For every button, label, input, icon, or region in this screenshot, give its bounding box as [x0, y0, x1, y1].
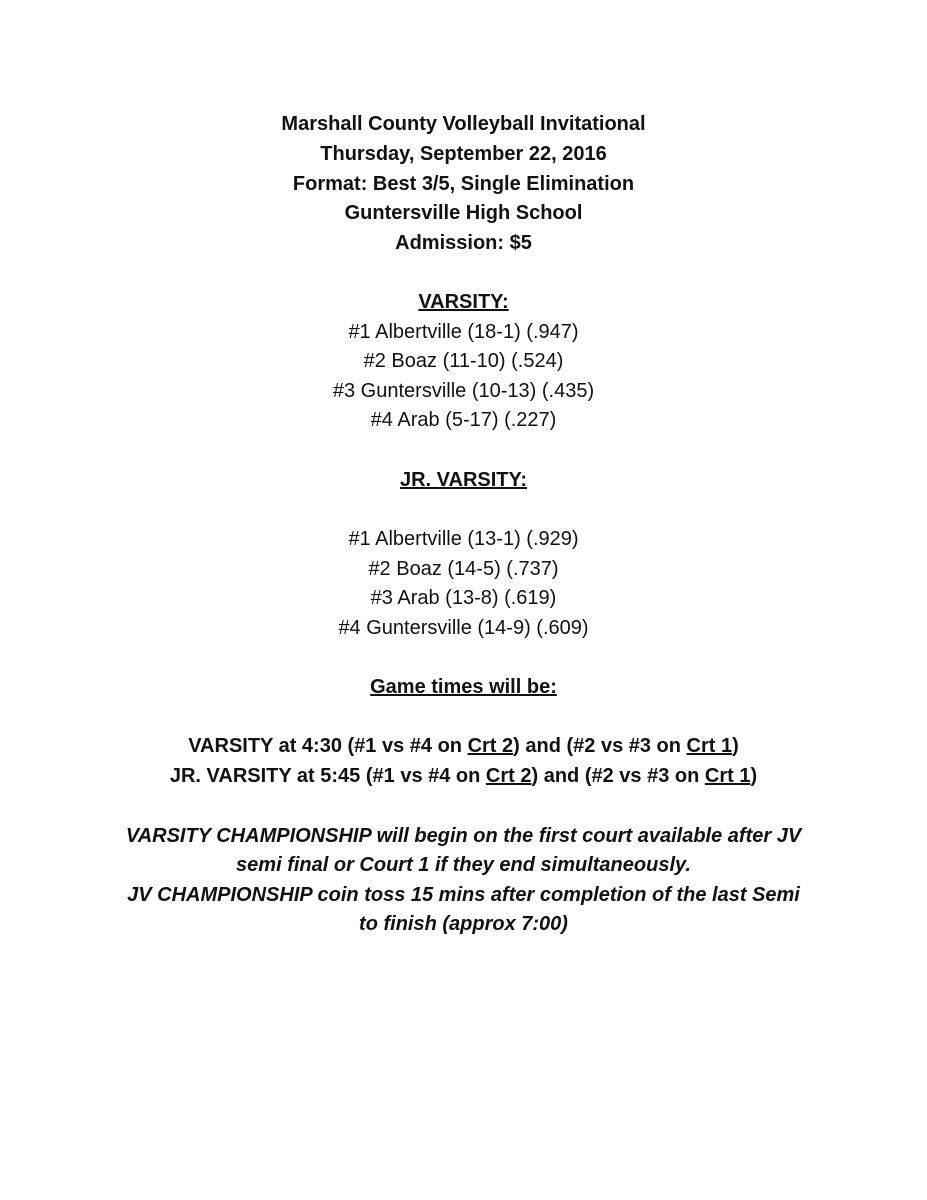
varsity-team-1: #1 Albertville (18-1) (.947): [348, 321, 579, 343]
event-title: Marshall County Volleyball Invitational: [281, 113, 646, 135]
varsity-time-text-a: VARSITY at 4:30 (#1 vs #4 on: [188, 735, 468, 757]
varsity-team-3: #3 Guntersville (10-13) (.435): [332, 380, 595, 402]
varsity-time-text-c: ): [732, 735, 739, 757]
jv-time-text-c: ): [750, 765, 758, 787]
jv-team-3: #3 Arab (13-8) (.619): [370, 587, 557, 609]
event-date: Thursday, September 22, 2016: [320, 143, 607, 165]
varsity-heading: VARSITY:: [418, 291, 509, 313]
jv-team-4: #4 Guntersville (14-9) (.609): [338, 617, 589, 639]
jv-team-1: #1 Albertville (13-1) (.929): [348, 528, 579, 550]
varsity-team-2: #2 Boaz (11-10) (.524): [363, 350, 564, 372]
varsity-court-a: Crt 2: [467, 735, 514, 757]
note-line-4: to finish (approx 7:00): [359, 913, 568, 935]
event-format: Format: Best 3/5, Single Elimination: [292, 173, 635, 195]
game-times-heading: Game times will be:: [370, 676, 557, 698]
varsity-team-4: #4 Arab (5-17) (.227): [370, 409, 557, 431]
varsity-court-b: Crt 1: [686, 735, 733, 757]
event-location: Guntersville High School: [344, 202, 583, 224]
jv-court-a: Crt 2: [485, 765, 532, 787]
note-line-3: JV CHAMPIONSHIP coin toss 15 mins after completion of the last Semi: [127, 884, 800, 906]
note-line-1: VARSITY CHAMPIONSHIP will begin on the first court available after JV: [125, 825, 802, 847]
jv-time-text-b: ) and (#2 vs #3 on: [531, 765, 705, 787]
jv-heading: JR. VARSITY:: [399, 469, 528, 491]
event-admission: Admission: $5: [395, 232, 532, 254]
varsity-time-text-b: ) and (#2 vs #3 on: [513, 735, 687, 757]
note-line-2: semi final or Court 1 if they end simultaneously.: [236, 854, 691, 876]
jv-time-text-a: JR. VARSITY at 5:45 (#1 vs #4 on: [169, 765, 486, 787]
jv-court-b: Crt 1: [704, 765, 751, 787]
jv-team-2: #2 Boaz (14-5) (.737): [368, 558, 559, 580]
varsity-game-time: [0, 732, 927, 760]
jv-game-time: [0, 762, 927, 790]
